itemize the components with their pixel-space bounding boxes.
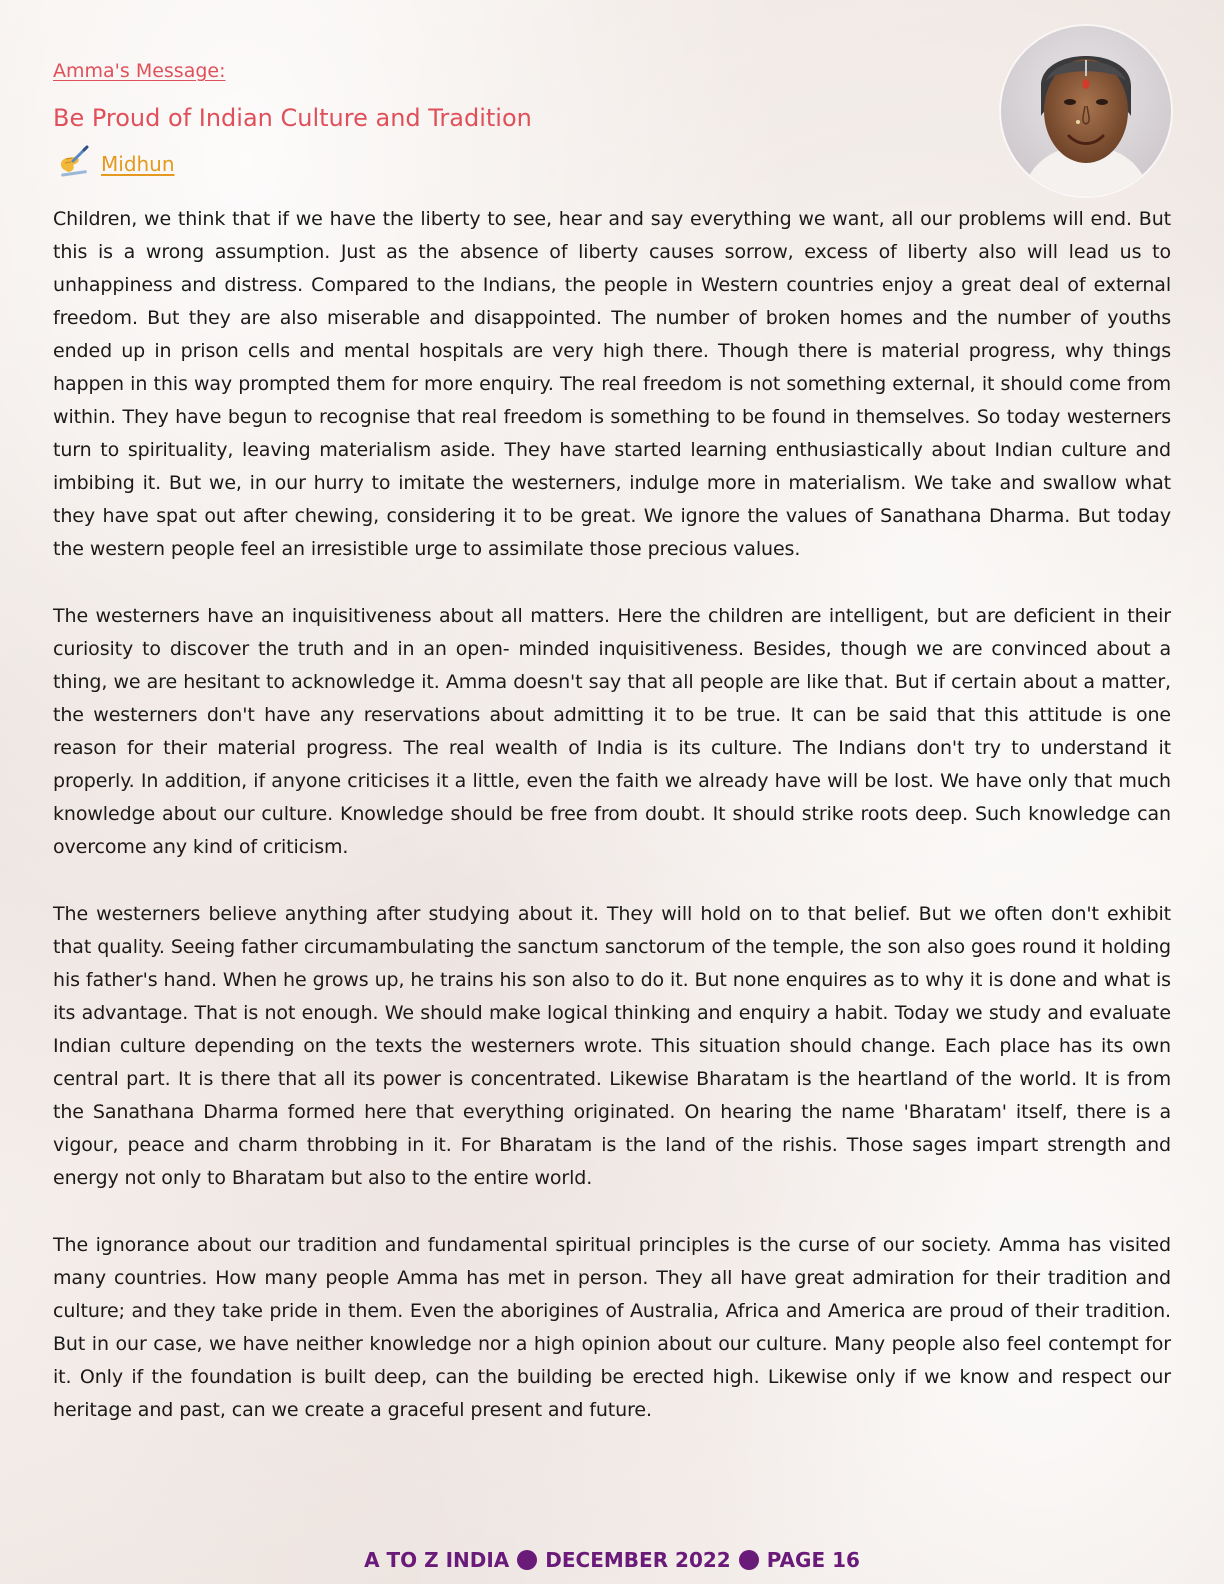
paragraph-2: The westerners have an inquisitiveness about all matters. Here the children are intelligent, but are deficient in their curiosity to discover the truth and in an open- minded inquisitiveness. Besides, though we are convinced about a thing, we are hesitant to acknowledge it. Amma doesn't say that all people are like that. But if certain about a matter, the westerners don't have any reservations about admitting it to be true. It can be said that this attitude is one reason for their material progress. The real wealth of India is its culture. The Indians don't try to understand it properly. In addition, if anyone criticises it a little, even the faith we already have will be lost. We have only that much knowledge about our culture. Knowledge should be free from doubt. It should strike roots deep. Such knowledge can overcome any kind of criticism. — [53, 605, 1171, 858]
author-line — [53, 144, 1171, 184]
writing-hand-icon — [53, 145, 91, 183]
paragraph-1: Children, we think that if we have the liberty to see, hear and say everything we want, all our problems will end. But this is a wrong assumption. Just as the absence of liberty causes sorrow, excess of liberty also will lead us to unhappiness and distress. Compared to the Indians, the people in Western countries enjoy a great deal of external freedom. But they are also miserable and disappointed. The number of broken homes and the number of youths ended up in prison cells and mental hospitals are very high there. Though there is material progress, why things happen in this way prompted them for more enquiry. The real freedom is not something external, it should come from within. They have begun to recognise that real freedom is something to be found in themselves. So today westerners turn to spirituality, leaving materialism aside. They have started learning enthusiastically about Indian culture and imbibing it. But we, in our hurry to imitate the westerners, indulge more in materialism. We take and swallow what they have spat out after chewing, considering it to be great. We ignore the values of Sanathana Dharma. But today the western people feel an irresistible urge to assimilate those precious values. — [53, 208, 1171, 560]
author-portrait-photo — [1001, 26, 1171, 196]
article-title: Be Proud of Indian Culture and Tradition — [53, 104, 532, 132]
section-label[interactable]: Amma's Message: — [53, 60, 226, 82]
bullet-dot-icon — [517, 1550, 537, 1570]
page-footer — [0, 1548, 1224, 1572]
footer-publication: A TO Z INDIA — [364, 1548, 510, 1572]
bullet-dot-icon — [739, 1550, 759, 1570]
footer-issue: DECEMBER 2022 — [545, 1548, 731, 1572]
paragraph-4: The ignorance about our tradition and fundamental spiritual principles is the curse of our society. Amma has visited many countries. How many people Amma has met in person. They all have great admiration for their tradition and culture; and they take pride in them. Even the aborigines of Australia, Africa and America are proud of their tradition. But in our case, we have neither knowledge nor a high opinion about our culture. Many people also feel contempt for it. Only if the foundation is built deep, can the building be erected high. Likewise only if we know and respect our heritage and past, can we create a graceful present and future. — [53, 1234, 1171, 1421]
paragraph-3: The westerners believe anything after studying about it. They will hold on to that belief. But we often don't exhibit that quality. Seeing father circumambulating the sanctum sanctorum of the temple, the son also goes round it holding his father's hand. When he grows up, he trains his son also to do it. But none enquires as to why it is done and what is its advantage. That is not enough. We should make logical thinking and enquiry a habit. Today we study and evaluate Indian culture depending on the texts the westerners wrote. This situation should change. Each place has its own central part. It is there that all its power is concentrated. Likewise Bharatam is the heartland of the world. It is from the Sanathana Dharma formed here that everything originated. On hearing the name 'Bharatam' itself, there is a vigour, peace and charm throbbing in it. For Bharatam is the land of the rishis. Those sages impart strength and energy not only to Bharatam but also to the entire world. — [53, 903, 1171, 1189]
footer-page-number: PAGE 16 — [766, 1548, 860, 1572]
author-link[interactable]: Midhun — [101, 152, 175, 176]
article-body — [53, 203, 1171, 1461]
